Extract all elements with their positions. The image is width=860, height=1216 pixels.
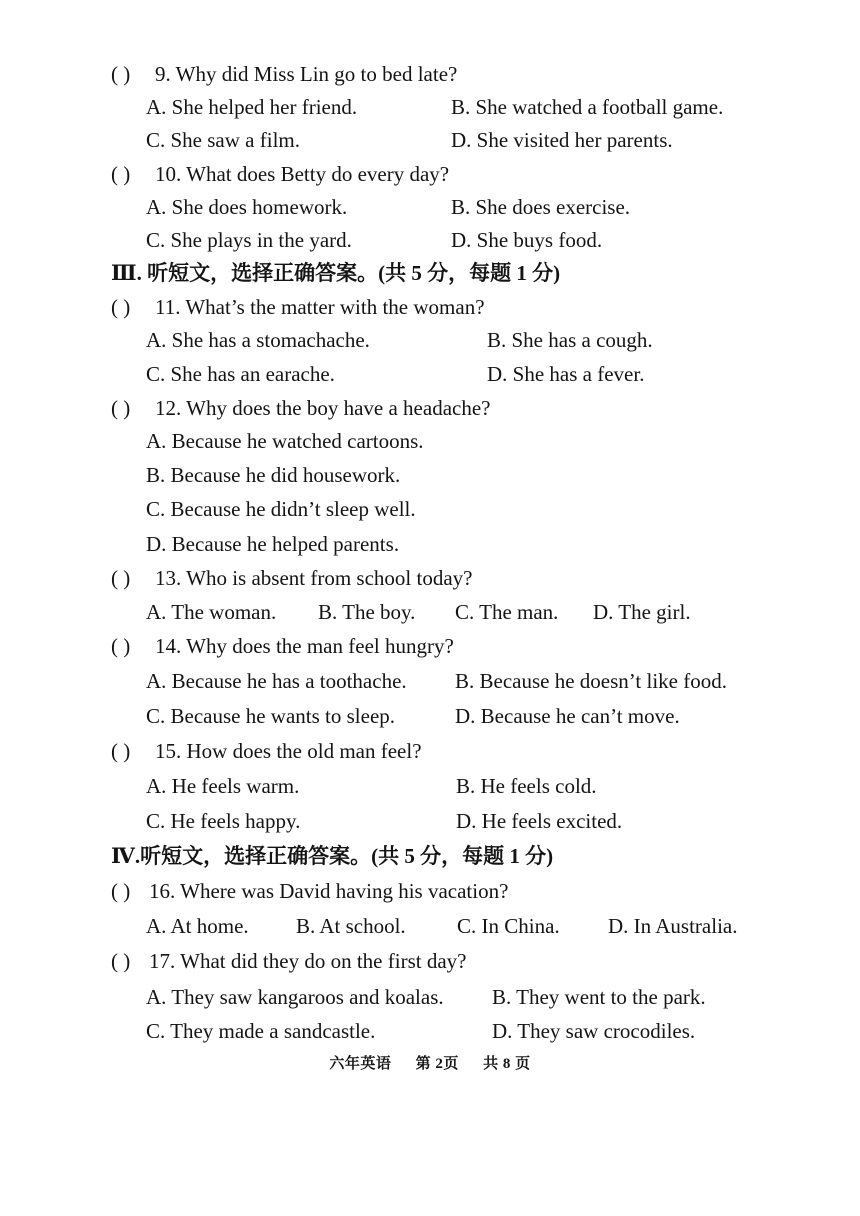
option-a: A. She does homework. [146, 195, 348, 219]
option-b: B. He feels cold. [456, 774, 597, 798]
question-text: Who is absent from school today? [186, 566, 473, 590]
answer-blank[interactable]: ( ) [111, 162, 131, 186]
option-c: C. She plays in the yard. [146, 228, 352, 252]
question-text: Why does the boy have a headache? [186, 396, 491, 420]
answer-blank[interactable]: ( ) [111, 634, 131, 658]
option-b: B. She does exercise. [451, 195, 631, 219]
section-heading-4: Ⅳ.听短文，选择正确答案。(共 5 分，每题 1 分) [111, 844, 554, 868]
answer-blank[interactable]: ( ) [111, 295, 131, 319]
question-number: 13. [155, 566, 182, 590]
option-d: D. They saw crocodiles. [492, 1019, 696, 1043]
answer-blank[interactable]: ( ) [111, 879, 131, 903]
option-c: C. She saw a film. [146, 128, 300, 152]
question-16 [111, 878, 508, 904]
option-b: B. Because he doesn’t like food. [455, 669, 727, 693]
option-b: B. At school. [296, 914, 406, 938]
question-number: 16. [149, 879, 176, 903]
footer-page-number: 第 2页 [415, 1056, 459, 1072]
option-b: B. The boy. [318, 600, 416, 624]
option-d: D. She visited her parents. [451, 128, 673, 152]
question-number: 17. [149, 949, 176, 973]
question-text: Where was David having his vacation? [180, 879, 509, 903]
option-c: C. They made a sandcastle. [146, 1019, 376, 1043]
option-d: D. She has a fever. [487, 362, 645, 386]
footer-total-pages: 共 8 页 [483, 1056, 531, 1072]
question-12 [111, 395, 490, 421]
question-11 [111, 294, 485, 320]
option-a: A. They saw kangaroos and koalas. [146, 985, 444, 1009]
option-a: A. Because he has a toothache. [146, 669, 407, 693]
question-14 [111, 633, 454, 659]
question-text: What’s the matter with the woman? [185, 295, 485, 319]
option-a: A. She helped her friend. [146, 95, 358, 119]
option-c: C. She has an earache. [146, 362, 335, 386]
option-d: D. Because he can’t move. [455, 704, 680, 728]
question-13 [111, 565, 472, 591]
option-d: D. The girl. [593, 600, 691, 624]
question-text: What did they do on the first day? [180, 949, 467, 973]
question-10 [111, 161, 449, 187]
option-a: A. She has a stomachache. [146, 328, 370, 352]
question-17 [111, 948, 466, 974]
question-number: 14. [155, 634, 182, 658]
option-a: A. At home. [146, 914, 249, 938]
question-number: 11. [155, 295, 181, 319]
section-heading-3: Ⅲ. 听短文，选择正确答案。(共 5 分，每题 1 分) [111, 261, 561, 285]
answer-blank[interactable]: ( ) [111, 62, 131, 86]
question-number: 15. [155, 739, 182, 763]
option-b: B. She has a cough. [487, 328, 653, 352]
page-footer [0, 1052, 860, 1073]
answer-blank[interactable]: ( ) [111, 949, 131, 973]
question-15 [111, 738, 422, 764]
question-text: What does Betty do every day? [186, 162, 450, 186]
footer-subject: 六年英语 [329, 1056, 392, 1072]
question-text: How does the old man feel? [186, 739, 422, 763]
option-c: C. Because he didn’t sleep well. [146, 497, 416, 521]
question-9 [111, 61, 457, 87]
question-text: Why does the man feel hungry? [186, 634, 454, 658]
option-b: B. She watched a football game. [451, 95, 724, 119]
option-b: B. They went to the park. [492, 985, 706, 1009]
option-a: A. Because he watched cartoons. [146, 429, 424, 453]
answer-blank[interactable]: ( ) [111, 396, 131, 420]
question-number: 12. [155, 396, 182, 420]
option-b: B. Because he did housework. [146, 463, 401, 487]
option-d: D. Because he helped parents. [146, 532, 400, 556]
question-number: 10. [155, 162, 182, 186]
option-c: C. He feels happy. [146, 809, 301, 833]
question-number: 9. [155, 62, 171, 86]
option-d: D. He feels excited. [456, 809, 623, 833]
option-c: C. Because he wants to sleep. [146, 704, 396, 728]
option-c: C. The man. [455, 600, 559, 624]
question-text: Why did Miss Lin go to bed late? [175, 62, 458, 86]
option-d: D. She buys food. [451, 228, 603, 252]
option-d: D. In Australia. [608, 914, 738, 938]
answer-blank[interactable]: ( ) [111, 566, 131, 590]
option-a: A. The woman. [146, 600, 277, 624]
option-a: A. He feels warm. [146, 774, 300, 798]
answer-blank[interactable]: ( ) [111, 739, 131, 763]
option-c: C. In China. [457, 914, 560, 938]
